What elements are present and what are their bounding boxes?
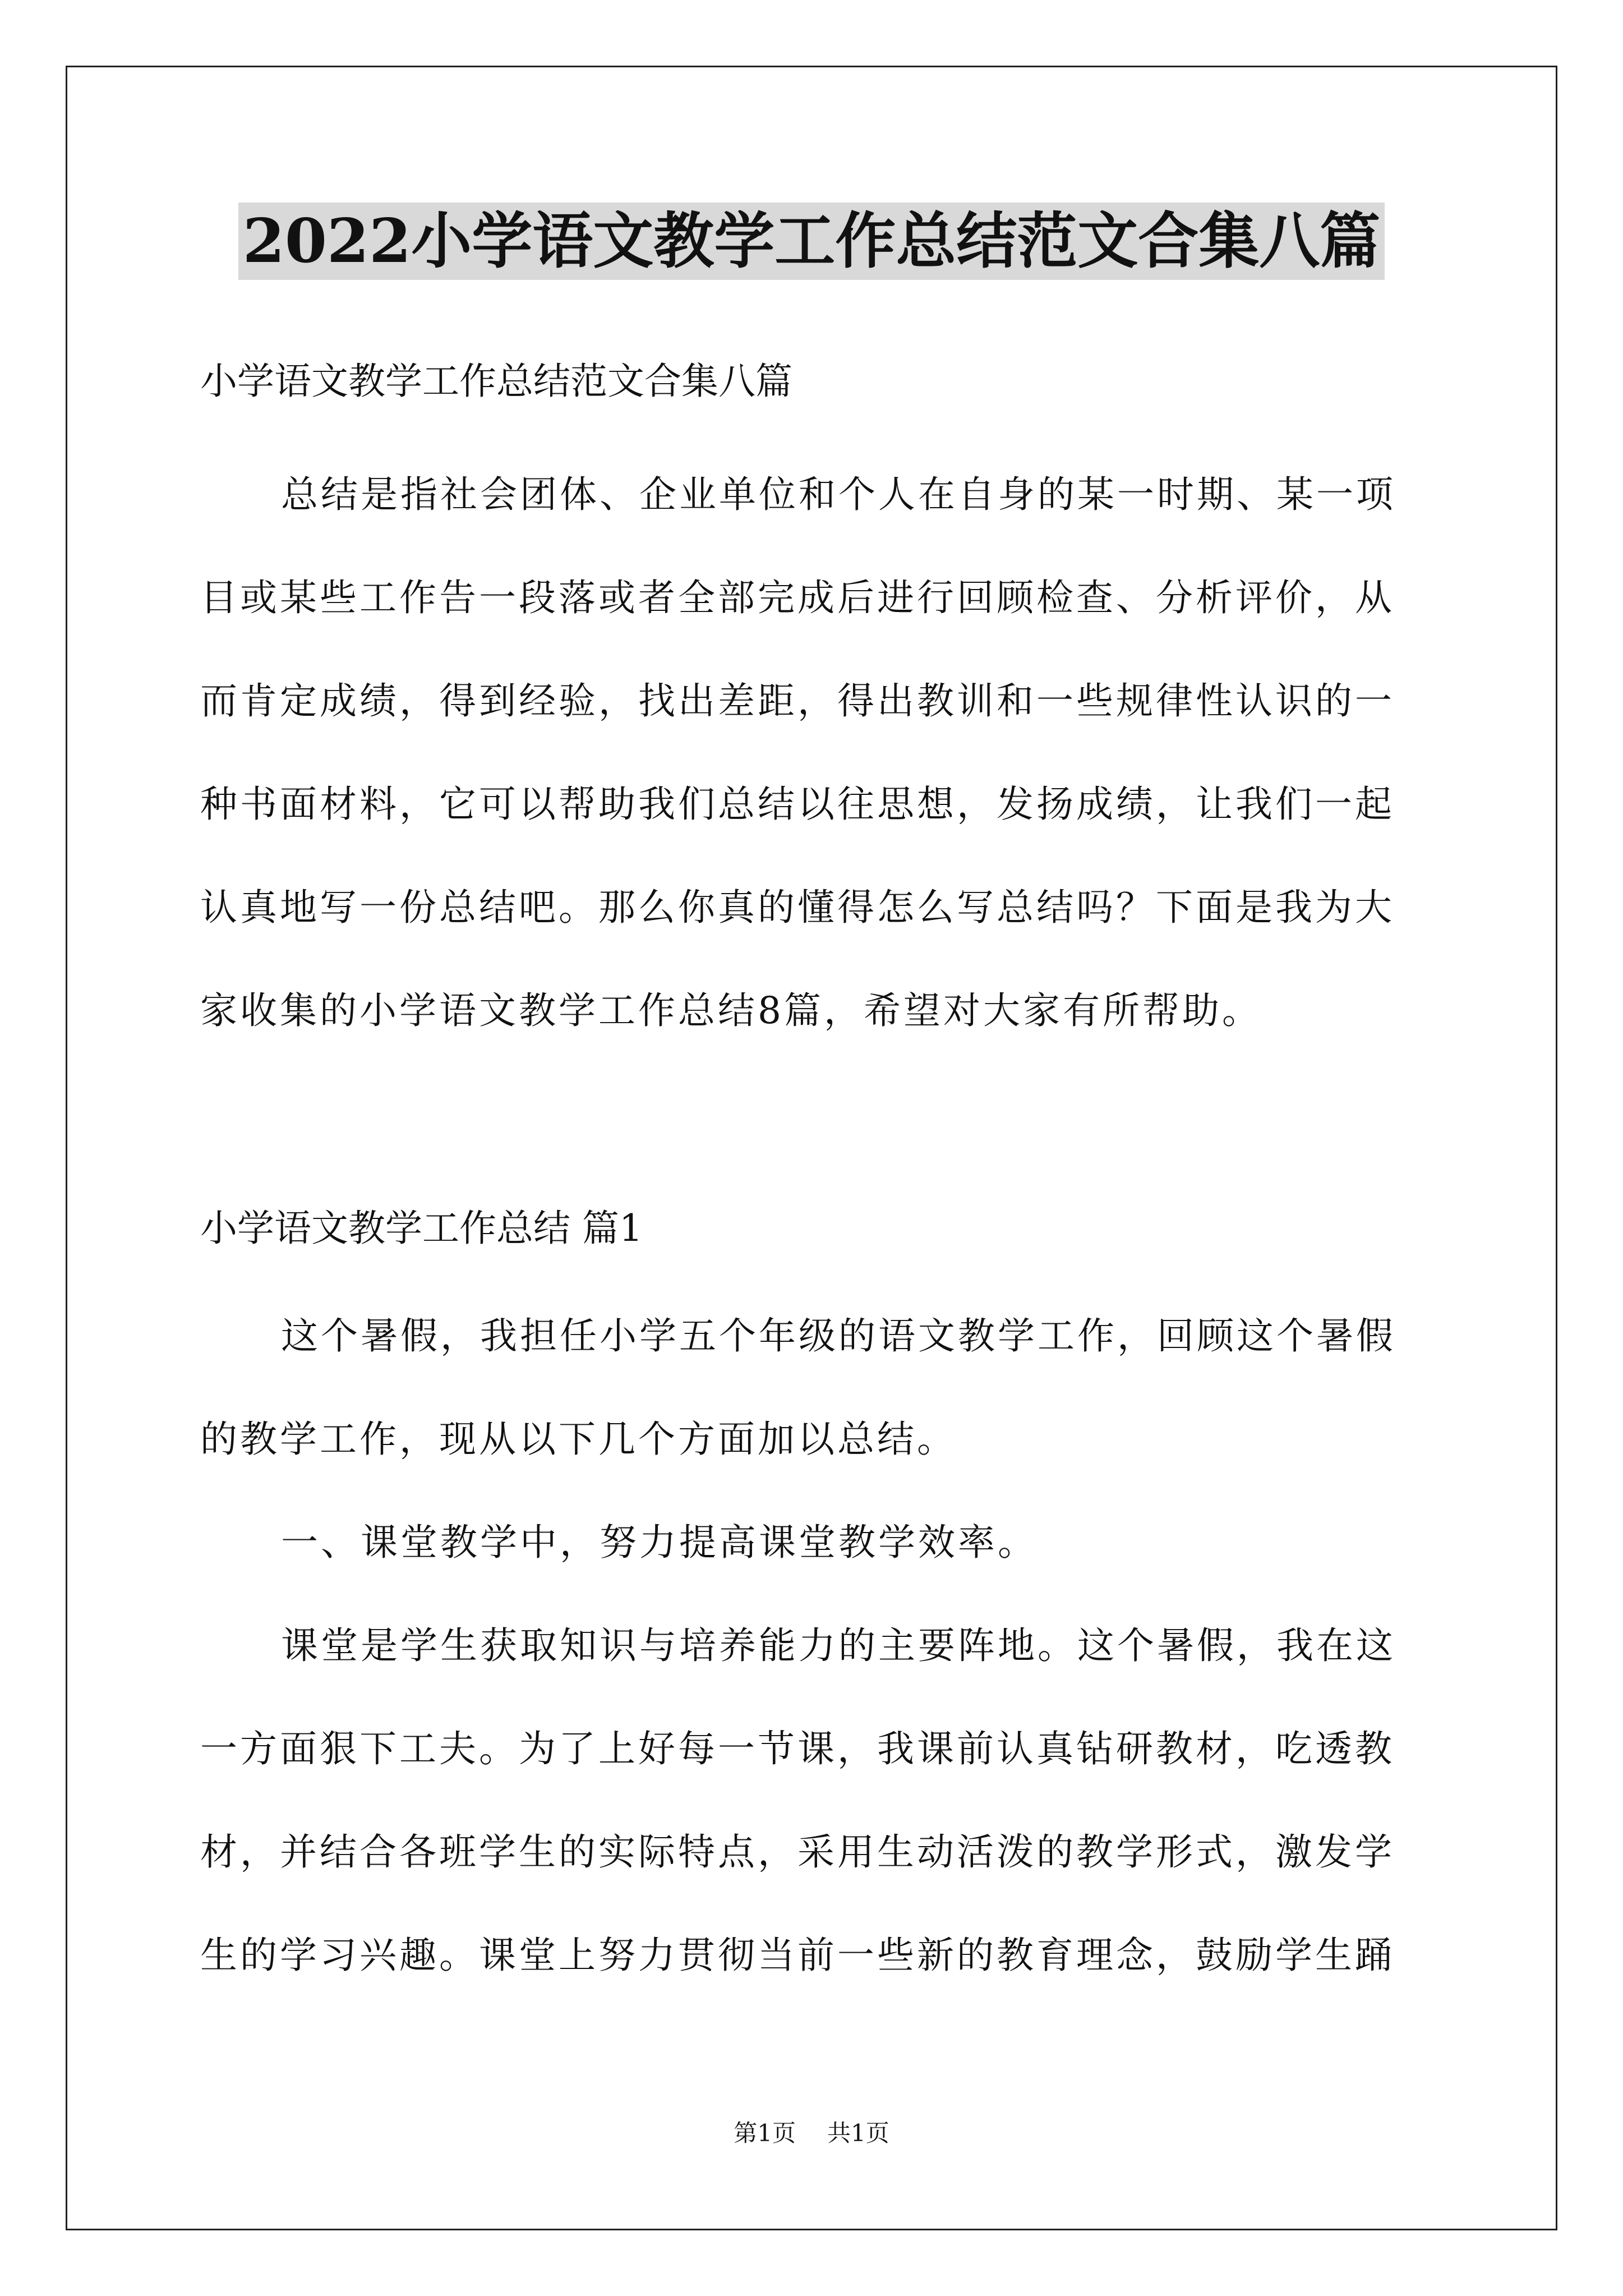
paragraph-2: 一、课堂教学中，努力提高课堂教学效率。 <box>281 1521 1038 1564</box>
paragraph-3: 课堂是学生获取知识与培养能力的主要阵地。这个暑假，我在这一方面狠下工夫。为了上好每一节课，我课前认真钻研教材，吃透教材，并结合各班学生的实际特点，采用生动活泼的教学形式，激发学生的学习兴趣。课堂上努力贯彻当前一些新的教育理念，鼓励学生踊 <box>200 1624 1396 1977</box>
section-body <box>200 1285 1423 2007</box>
intro-paragraph: 总结是指社会团体、企业单位和个人在自身的某一时期、某一项目或某些工作告一段落或者全部完成后进行回顾检查、分析评价，从而肯定成绩，得到经验，找出差距，得出教训和一些规律性认识的一种书面材料，它可以帮助我们总结以往思想，发扬成绩，让我们一起认真地写一份总结吧。那么你真的懂得怎么写总结吗？下面是我为大家收集的小学语文教学工作总结8篇，希望对大家有所帮助。 <box>200 473 1396 1032</box>
document-title: 2022小学语文教学工作总结范文合集八篇 <box>0 199 1623 283</box>
page-total: 共1页 <box>827 2119 889 2147</box>
document-subtitle: 小学语文教学工作总结范文合集八篇 <box>200 360 792 403</box>
page-number: 第1页 <box>734 2119 796 2147</box>
page-footer <box>0 2115 1623 2148</box>
paragraph-1: 这个暑假，我担任小学五个年级的语文教学工作，回顾这个暑假的教学工作，现从以下几个方面加以总结。 <box>200 1314 1396 1461</box>
section-heading: 小学语文教学工作总结 篇1 <box>200 1207 643 1250</box>
